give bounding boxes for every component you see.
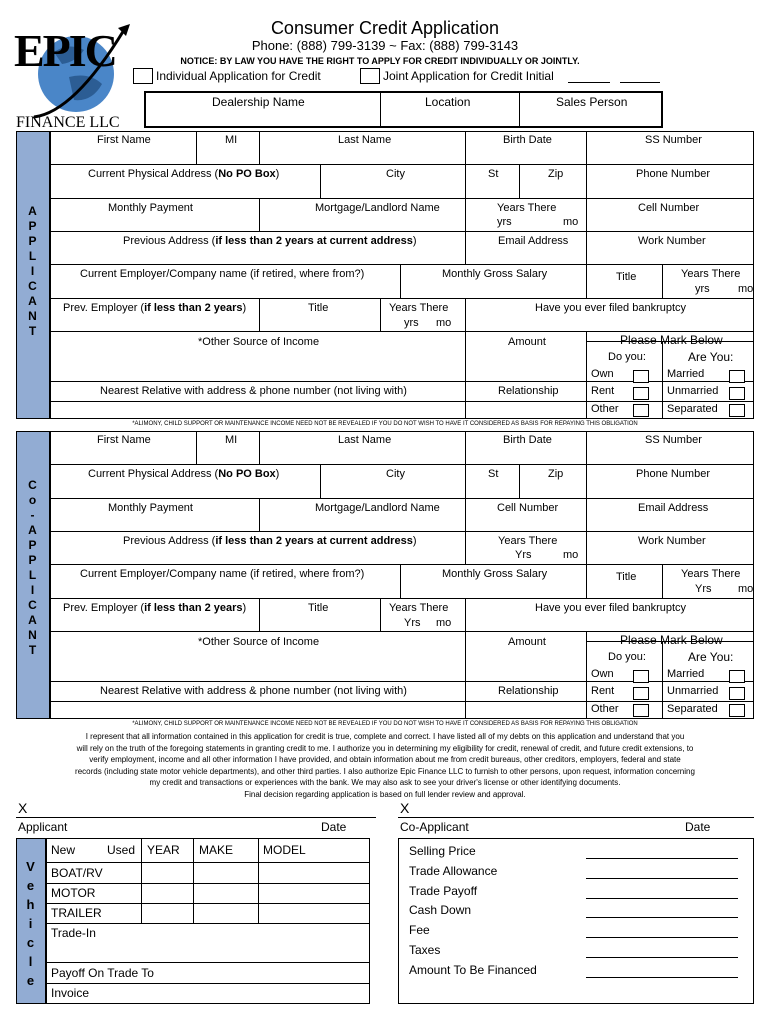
co-applicant-state-field[interactable]: St [488, 468, 499, 480]
co-applicant-other-income-field[interactable]: *Other Source of Income [198, 636, 320, 648]
co-applicant-employer-field[interactable]: Current Employer/Company name (if retired, where from?) [80, 568, 365, 580]
joint-checkbox[interactable] [360, 68, 380, 84]
applicant-zip-field[interactable]: Zip [548, 168, 564, 180]
pricing-label: Fee [409, 923, 430, 938]
individual-checkbox[interactable] [133, 68, 153, 84]
payoff-on-trade-field[interactable]: Payoff On Trade To [51, 966, 154, 980]
applicant-city-field[interactable]: City [386, 168, 405, 180]
pricing-value-line[interactable] [586, 898, 738, 899]
applicant-first-name-field[interactable]: First Name [97, 134, 151, 146]
pricing-label: Cash Down [409, 903, 472, 918]
co-applicant-employer-mo: mo [738, 583, 754, 595]
pricing-value-line[interactable] [586, 917, 738, 918]
co-applicant-work-number-field[interactable]: Work Number [638, 535, 706, 547]
applicant-state-field[interactable]: St [488, 168, 499, 180]
applicant-prev-years-field[interactable]: Years There [389, 302, 449, 314]
joint-label: Joint Application for Credit Initial [383, 69, 554, 83]
applicant-own-label: Own [591, 368, 614, 380]
co-applicant-mi-field[interactable]: MI [225, 434, 238, 446]
co-applicant-first-name-field[interactable]: First Name [97, 434, 151, 446]
applicant-separated-label: Separated [667, 403, 718, 415]
pricing-label: Trade Allowance [409, 863, 498, 878]
co-applicant-previous-address-field[interactable]: Previous Address (if less than 2 years at current address) [123, 535, 417, 547]
individual-label: Individual Application for Credit [156, 69, 321, 83]
applicant-monthly-payment-field[interactable]: Monthly Payment [108, 202, 193, 214]
vehicle-model-header: MODEL [263, 843, 306, 857]
applicant-mortgage-landlord-field[interactable]: Mortgage/Landlord Name [315, 202, 440, 214]
applicant-sign-x: X [18, 800, 28, 816]
co-applicant-prev-years-field[interactable]: Years There [389, 602, 449, 614]
co-applicant-last-name-field[interactable]: Last Name [338, 434, 392, 446]
co-applicant-rent-checkbox[interactable] [633, 687, 649, 700]
co-applicant-own-label: Own [591, 668, 614, 680]
co-applicant-years-there-mo: mo [563, 549, 579, 561]
pricing-label: Amount To Be Financed [409, 962, 537, 977]
pricing-label: Taxes [409, 943, 441, 957]
co-applicant-prev-yrs: Yrs [404, 617, 421, 629]
applicant-relationship-field[interactable]: Relationship [498, 385, 559, 397]
co-applicant-sidebar: C o - A P P L I C A N T [16, 431, 50, 719]
applicant-married-checkbox[interactable] [729, 370, 745, 383]
co-applicant-cell-number-field[interactable]: Cell Number [497, 502, 559, 514]
co-applicant-nearest-relative-field[interactable]: Nearest Relative with address & phone number (not living with) [100, 685, 407, 697]
co-applicant-mortgage-landlord-field[interactable]: Mortgage/Landlord Name [315, 502, 440, 514]
applicant-rent-label: Rent [591, 385, 615, 397]
co-applicant-separated-checkbox[interactable] [729, 704, 745, 717]
co-applicant-please-mark-label: Please Mark Below [620, 633, 723, 647]
applicant-please-mark-label: Please Mark Below [620, 333, 723, 347]
co-applicant-city-field[interactable]: City [386, 468, 405, 480]
co-applicant-physical-address-field[interactable]: Current Physical Address (No PO Box) [88, 468, 280, 480]
applicant-years-there-field[interactable]: Years There [497, 202, 557, 214]
applicant-phone-field[interactable]: Phone Number [636, 168, 710, 180]
applicant-years-there-yrs: yrs [497, 216, 512, 228]
initial-line-1[interactable] [568, 82, 610, 83]
vehicle-make-header: MAKE [199, 843, 234, 857]
pricing-value-line[interactable] [586, 878, 738, 879]
co-applicant-prev-title-field[interactable]: Title [308, 602, 329, 614]
applicant-are-you-label: Are You: [688, 350, 734, 364]
notice-text: NOTICE: BY LAW YOU HAVE THE RIGHT TO APPLY FOR CREDIT INDIVIDUALLY OR JOINTLY. [180, 56, 580, 66]
vehicle-row-boat[interactable]: BOAT/RV [51, 866, 103, 880]
applicant-unmarried-checkbox[interactable] [729, 387, 745, 400]
vehicle-used-option[interactable]: Used [107, 843, 136, 857]
co-applicant-years-there-yrs: Yrs [515, 549, 532, 561]
logo-text: EPIC [14, 25, 116, 76]
applicant-other-checkbox[interactable] [633, 404, 649, 417]
applicant-own-checkbox[interactable] [633, 370, 649, 383]
applicant-email-field[interactable]: Email Address [498, 235, 569, 247]
applicant-sign-label: Applicant [18, 820, 68, 834]
contact-phone: Phone: (888) 799-3139 ~ Fax: (888) 799-3143 [251, 38, 519, 53]
co-applicant-other-label: Other [591, 703, 619, 715]
co-applicant-sign-x: X [400, 800, 410, 816]
applicant-other-income-field[interactable]: *Other Source of Income [198, 336, 320, 348]
co-applicant-zip-field[interactable]: Zip [548, 468, 564, 480]
applicant-rent-checkbox[interactable] [633, 387, 649, 400]
applicant-employer-field[interactable]: Current Employer/Company name (if retired, where from?) [80, 268, 365, 280]
vehicle-sidebar: V e h i c l e [16, 838, 46, 1004]
pricing-value-line[interactable] [586, 937, 738, 938]
location-field[interactable]: Location [425, 95, 471, 109]
legal-disclaimer: I represent that all information contained in this application for credit is true, complete and correct. I have listed all of my debts on this application and understand that you will rely on the truth of the foregoing statements in granting credit to me. I authorize you in determining my eligibility for credit, renewal of credit, and future credit extensions, to verify employment, income and all other information I have provided, and obtain information about me from credit bureaus, other creditors, employers, federal and state records (including state motor vehicle departments), and other third parties. I also authorize Epic Finance LLC to furnish to other persons, upon request, information concerning my credit and transactions or experiences with the bank. We may also ask to see your driver's license or other identifying documents. Final decision regarding application is based on full lender review and approval. [75, 732, 695, 799]
applicant-work-number-field[interactable]: Work Number [638, 235, 706, 247]
vehicle-year-header: YEAR [147, 843, 180, 857]
co-applicant-monthly-payment-field[interactable]: Monthly Payment [108, 502, 193, 514]
initial-line-2[interactable] [620, 82, 660, 83]
applicant-prev-title-field[interactable]: Title [308, 302, 329, 314]
co-applicant-separated-label: Separated [667, 703, 718, 715]
co-applicant-do-you-label: Do you: [608, 651, 646, 663]
applicant-prev-employer-field[interactable]: Prev. Employer (if less than 2 years) [63, 302, 247, 314]
co-applicant-bankruptcy-field[interactable]: Have you ever filed bankruptcy [535, 602, 687, 614]
co-applicant-married-label: Married [667, 668, 705, 680]
co-applicant-years-there-field[interactable]: Years There [498, 535, 558, 547]
form-title: Consumer Credit Application [270, 18, 500, 38]
vehicle-row-trailer[interactable]: TRAILER [51, 906, 102, 920]
co-applicant-unmarried-checkbox[interactable] [729, 687, 745, 700]
applicant-separated-checkbox[interactable] [729, 404, 745, 417]
pricing-value-line[interactable] [586, 977, 738, 978]
applicant-physical-address-field[interactable]: Current Physical Address (No PO Box) [88, 168, 280, 180]
logo-subtitle: FINANCE LLC [16, 114, 120, 131]
vehicle-row-motor[interactable]: MOTOR [51, 886, 96, 900]
co-applicant-other-checkbox[interactable] [633, 704, 649, 717]
applicant-ss-number-field[interactable]: SS Number [645, 134, 702, 146]
co-applicant-are-you-label: Are You: [688, 650, 734, 664]
co-applicant-signature-line[interactable] [398, 817, 754, 818]
co-applicant-birth-date-field[interactable]: Birth Date [503, 434, 552, 446]
applicant-row3-c5-field[interactable]: Cell Number [638, 202, 700, 214]
applicant-mi-field[interactable]: MI [225, 134, 238, 146]
applicant-previous-address-field[interactable]: Previous Address (if less than 2 years at current address) [123, 235, 417, 247]
pricing-label: Trade Payoff [409, 883, 478, 898]
applicant-signature-line[interactable] [16, 817, 376, 818]
applicant-other-label: Other [591, 403, 619, 415]
applicant-sidebar: A P P L I C A N T [16, 131, 50, 419]
applicant-employer-yrs: yrs [695, 283, 710, 295]
co-applicant-alimony-note: *ALIMONY, CHILD SUPPORT OR MAINTENANCE INCOME NEED NOT BE REVEALED IF YOU DO NOT WISH TO HAVE IT CONSIDERED AS BASIS FOR REPAYING THIS OBLIGATION [132, 721, 638, 727]
co-applicant-date-label: Date [685, 820, 711, 834]
applicant-employer-mo: mo [738, 283, 754, 295]
applicant-last-name-field[interactable]: Last Name [338, 134, 392, 146]
applicant-nearest-relative-field[interactable]: Nearest Relative with address & phone number (not living with) [100, 385, 407, 397]
applicant-title-field[interactable]: Title [616, 271, 637, 283]
applicant-birth-date-field[interactable]: Birth Date [503, 134, 552, 146]
pricing-label: Selling Price [409, 844, 476, 858]
vehicle-row-trade-in[interactable]: Trade-In [51, 926, 96, 940]
co-applicant-ss-number-field[interactable]: SS Number [645, 434, 702, 446]
pricing-value-line[interactable] [586, 858, 738, 859]
applicant-do-you-label: Do you: [608, 351, 646, 363]
co-applicant-unmarried-label: Unmarried [667, 685, 719, 697]
co-applicant-monthly-salary-field[interactable]: Monthly Gross Salary [442, 568, 548, 580]
applicant-amount-field[interactable]: Amount [508, 336, 546, 348]
co-applicant-prev-employer-field[interactable]: Prev. Employer (if less than 2 years) [63, 602, 247, 614]
co-applicant-sign-label: Co-Applicant [400, 820, 469, 834]
applicant-alimony-note: *ALIMONY, CHILD SUPPORT OR MAINTENANCE INCOME NEED NOT BE REVEALED IF YOU DO NOT WISH TO HAVE IT CONSIDERED AS BASIS FOR REPAYING THIS OBLIGATION [132, 421, 638, 427]
applicant-prev-yrs: yrs [404, 317, 419, 329]
dealership-name-field[interactable]: Dealership Name [212, 95, 305, 109]
applicant-years-there-mo: mo [563, 216, 579, 228]
applicant-monthly-salary-field[interactable]: Monthly Gross Salary [442, 268, 548, 280]
co-applicant-married-checkbox[interactable] [729, 670, 745, 683]
co-applicant-own-checkbox[interactable] [633, 670, 649, 683]
applicant-married-label: Married [667, 368, 705, 380]
co-applicant-amount-field[interactable]: Amount [508, 636, 546, 648]
applicant-date-label: Date [321, 820, 347, 834]
vehicle-new-option[interactable]: New [51, 843, 76, 857]
applicant-prev-mo: mo [436, 317, 452, 329]
invoice-field[interactable]: Invoice [51, 986, 90, 1000]
co-applicant-phone-field[interactable]: Phone Number [636, 468, 710, 480]
applicant-bankruptcy-field[interactable]: Have you ever filed bankruptcy [535, 302, 687, 314]
co-applicant-title-field[interactable]: Title [616, 571, 637, 583]
sales-person-field[interactable]: Sales Person [556, 95, 628, 109]
applicant-unmarried-label: Unmarried [667, 385, 719, 397]
co-applicant-prev-mo: mo [436, 617, 452, 629]
co-applicant-row3-c5-field[interactable]: Email Address [638, 502, 709, 514]
co-applicant-employer-years-field[interactable]: Years There [681, 568, 741, 580]
co-applicant-relationship-field[interactable]: Relationship [498, 685, 559, 697]
co-applicant-employer-yrs: Yrs [695, 583, 712, 595]
applicant-employer-years-field[interactable]: Years There [681, 268, 741, 280]
pricing-value-line[interactable] [586, 957, 738, 958]
co-applicant-rent-label: Rent [591, 685, 615, 697]
